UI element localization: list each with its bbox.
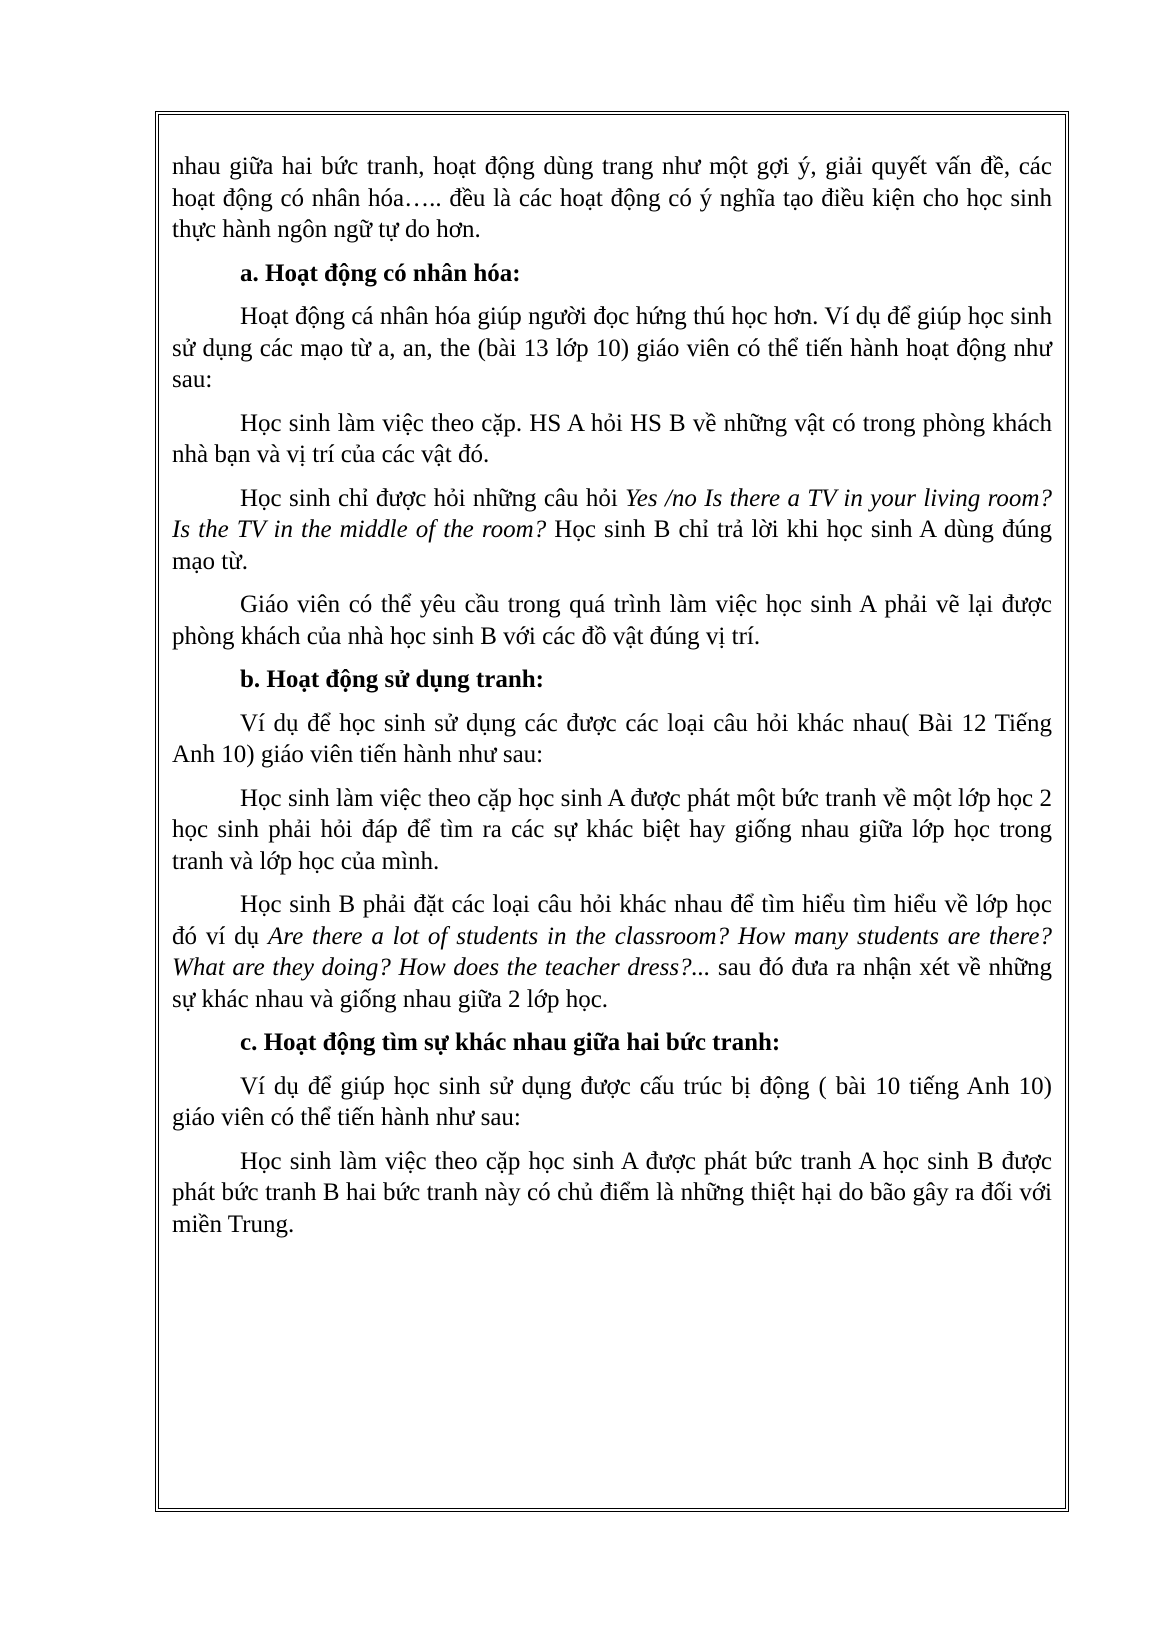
paragraph-c1: Ví dụ để giúp học sinh sử dụng được cấu trúc bị động ( bài 10 tiếng Anh 10) giáo viên có thể tiến hành như sau: (172, 1072, 1052, 1131)
paragraph-a3-end: Học sinh B chỉ trả lời khi học sinh A dùng đúng mạo từ. (172, 516, 1052, 575)
paragraph-b2: Học sinh làm việc theo cặp học sinh A được phát một bức tranh về một lớp học 2 học sinh phải hỏi đáp để tìm ra các sự khác biệt hay giống nhau giữa lớp học trong tranh và lớp học của mình. (172, 784, 1052, 875)
heading-b: b. Hoạt động sử dụng tranh: (240, 666, 544, 693)
page-frame (155, 111, 1069, 1512)
paragraph-b3-example: Are there a lot of students in the classroom? How many students are there? What are they doing? How does the teacher dress?... (172, 922, 1052, 981)
paragraph-b3-start: Học sinh B phải đặt các loại câu hỏi khác nhau để tìm hiểu tìm hiểu về lớp học đó ví dụ (172, 891, 1052, 950)
paragraph-a2: Học sinh làm việc theo cặp. HS A hỏi HS B về những vật có trong phòng khách nhà bạn và vị trí của các vật đó. (172, 409, 1052, 468)
paragraph-a3 (172, 483, 1052, 578)
paragraph-c2: Học sinh làm việc theo cặp học sinh A được phát bức tranh A học sinh B được phát bức tranh B hai bức tranh này có chủ điểm là những thiệt hại do bão gây ra đối với miền Trung. (172, 1147, 1052, 1238)
paragraph-a4: Giáo viên có thể yêu cầu trong quá trình làm việc học sinh A phải vẽ lại được phòng khách của nhà học sinh B với các đồ vật đúng vị trí. (172, 591, 1052, 650)
paragraph-a3-example: Yes /no Is there a TV in your living room? Is the TV in the middle of the room? (172, 484, 1052, 543)
paragraph-a3-start: Học sinh chỉ được hỏi những câu hỏi (240, 484, 626, 512)
paragraph-a1: Hoạt động cá nhân hóa giúp người đọc hứng thú học hơn. Ví dụ để giúp học sinh sử dụng các mạo từ a, an, the (bài 13 lớp 10) giáo viên có thể tiến hành hoạt động như sau: (172, 303, 1052, 393)
paragraph-b1: Ví dụ để học sinh sử dụng các được các loại câu hỏi khác nhau( Bài 12 Tiếng Anh 10) giáo viên tiến hành như sau: (172, 709, 1052, 768)
heading-c: c. Hoạt động tìm sự khác nhau giữa hai bức tranh: (240, 1029, 781, 1056)
heading-a: a. Hoạt động có nhân hóa: (240, 259, 521, 287)
document-body (172, 151, 1052, 1252)
paragraph-b3 (172, 889, 1052, 1015)
paragraph-intro: nhau giữa hai bức tranh, hoạt động dùng trang như một gợi ý, giải quyết vấn đề, các hoạt động có nhân hóa….. đều là các hoạt động có ý nghĩa tạo điều kiện cho học sinh thực hành ngôn ngữ tự do hơn. (172, 153, 1052, 243)
paragraph-b3-end: sau đó đưa ra nhận xét về những sự khác nhau và giống nhau giữa 2 lớp học. (172, 954, 1052, 1013)
